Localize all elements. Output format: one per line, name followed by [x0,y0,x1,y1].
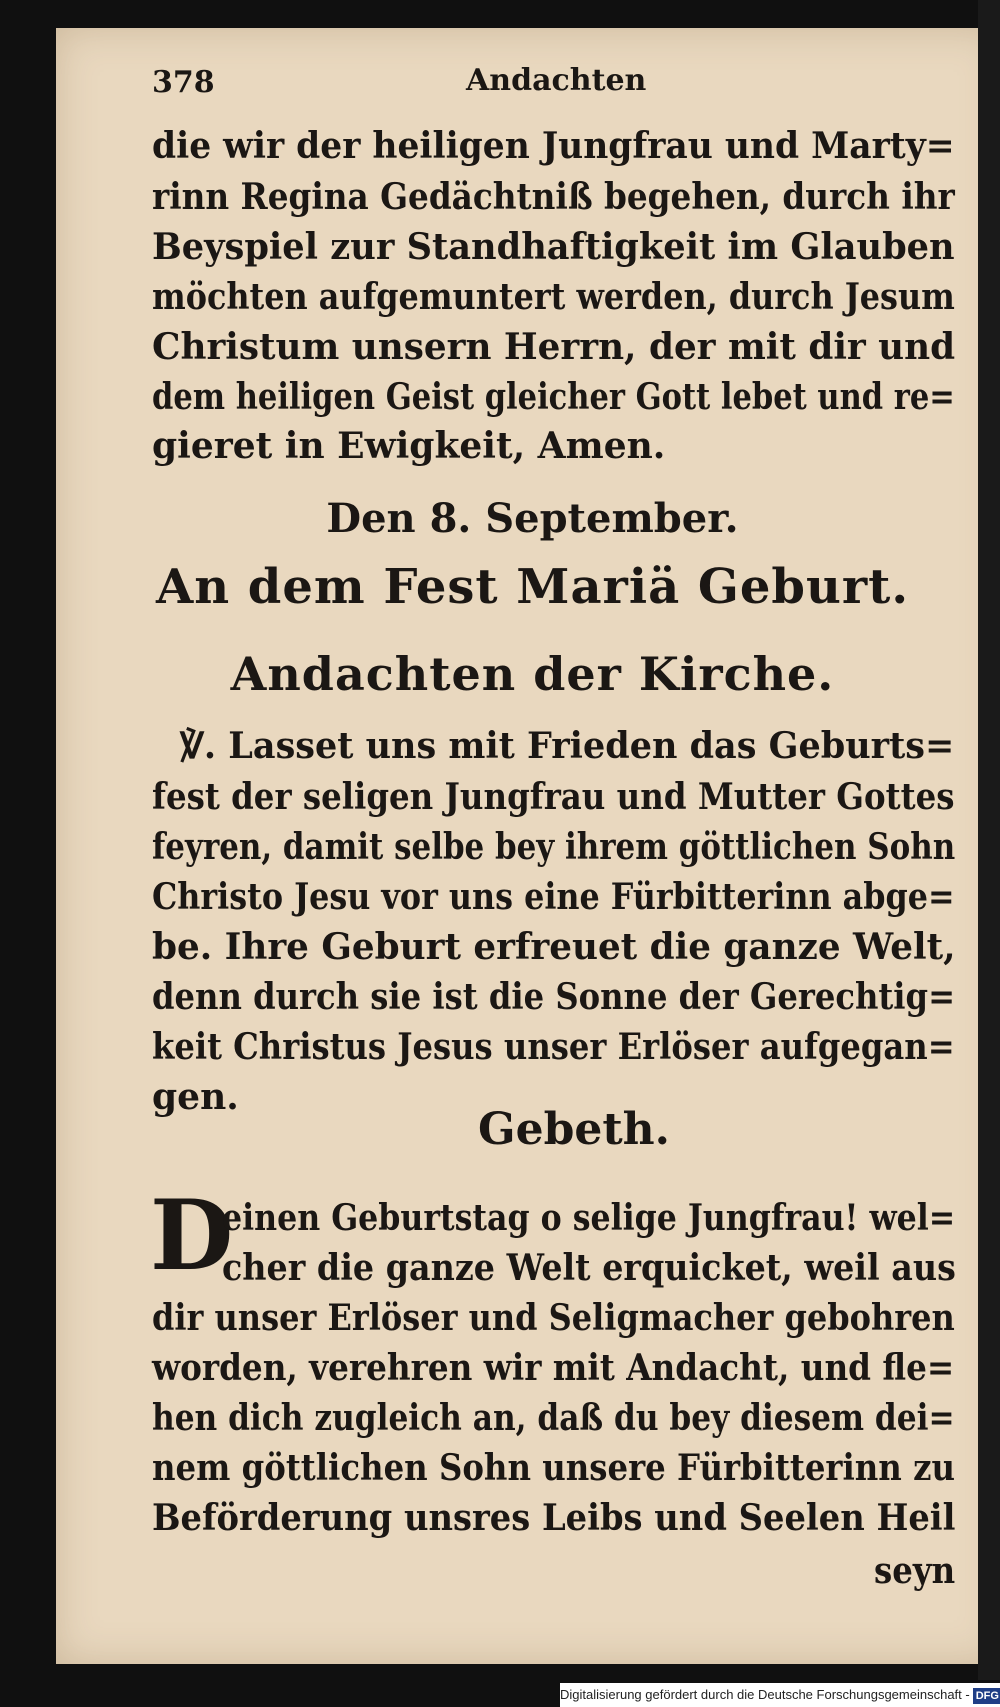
prayer-line: cher die ganze Welt erquicket, weil aus [222,1247,956,1289]
catchword: seyn [874,1550,956,1592]
text-line: gieret in Ewigkeit, Amen. [152,425,666,467]
versicle-line: be. Ihre Geburt erfreuet die ganze Welt, [152,926,956,968]
digitization-credit [560,1683,1000,1707]
drop-cap: D [150,1179,234,1292]
prayer-line: worden, verehren wir mit Andacht, und fle= [152,1347,955,1389]
feast-heading: An dem Fest Mariä Geburt. [155,559,910,615]
text-line: die wir der heiligen Jungfrau und Marty= [152,125,955,167]
text-line: möchten aufgemuntert werden, durch Jesum [152,276,955,318]
versicle-line: gen. [152,1076,239,1118]
prayer-heading: Gebeth. [478,1104,670,1155]
text-line: Beyspiel zur Standhaftigkeit im Glauben [152,226,955,268]
text-line: dem heiligen Geist gleicher Gott lebet und re= [152,376,955,418]
page-edge-shadow [978,0,1000,1680]
text-line: Christum unsern Herrn, der mit dir und [152,326,956,368]
page-number: 378 [152,65,215,100]
dfg-logo-icon: DFG [973,1688,1000,1704]
prayer-line: hen dich zugleich an, daß du bey diesem dei= [152,1397,955,1439]
versicle-line: keit Christus Jesus unser Erlöser aufgegan= [152,1026,955,1068]
versicle-line: Christo Jesu vor uns eine Fürbitterinn abge= [152,876,955,918]
versicle-line: denn durch sie ist die Sonne der Gerechtig= [152,976,956,1018]
date-heading: Den 8. September. [326,495,739,542]
running-title: Andachten [466,63,647,98]
section-heading: Andachten der Kirche. [230,647,835,701]
text-line: rinn Regina Gedächtniß begehen, durch ihr [152,176,955,218]
prayer-line: dir unser Erlöser und Seligmacher gebohren [152,1297,955,1339]
prayer-line: einen Geburtstag o selige Jungfrau! wel= [222,1197,956,1239]
credit-text: Digitalisierung gefördert durch die Deutsche Forschungsgemeinschaft - [560,1687,970,1702]
prayer-line: Beförderung unsres Leibs und Seelen Heil [152,1497,956,1539]
versicle-line: feyren, damit selbe bey ihrem göttlichen Sohn [152,826,956,868]
prayer-line: nem göttlichen Sohn unsere Fürbitterinn zu [152,1447,956,1489]
versicle-line: fest der seligen Jungfrau und Mutter Gottes [152,776,955,818]
versicle-line: ℣. Lasset uns mit Frieden das Geburts= [180,725,955,767]
